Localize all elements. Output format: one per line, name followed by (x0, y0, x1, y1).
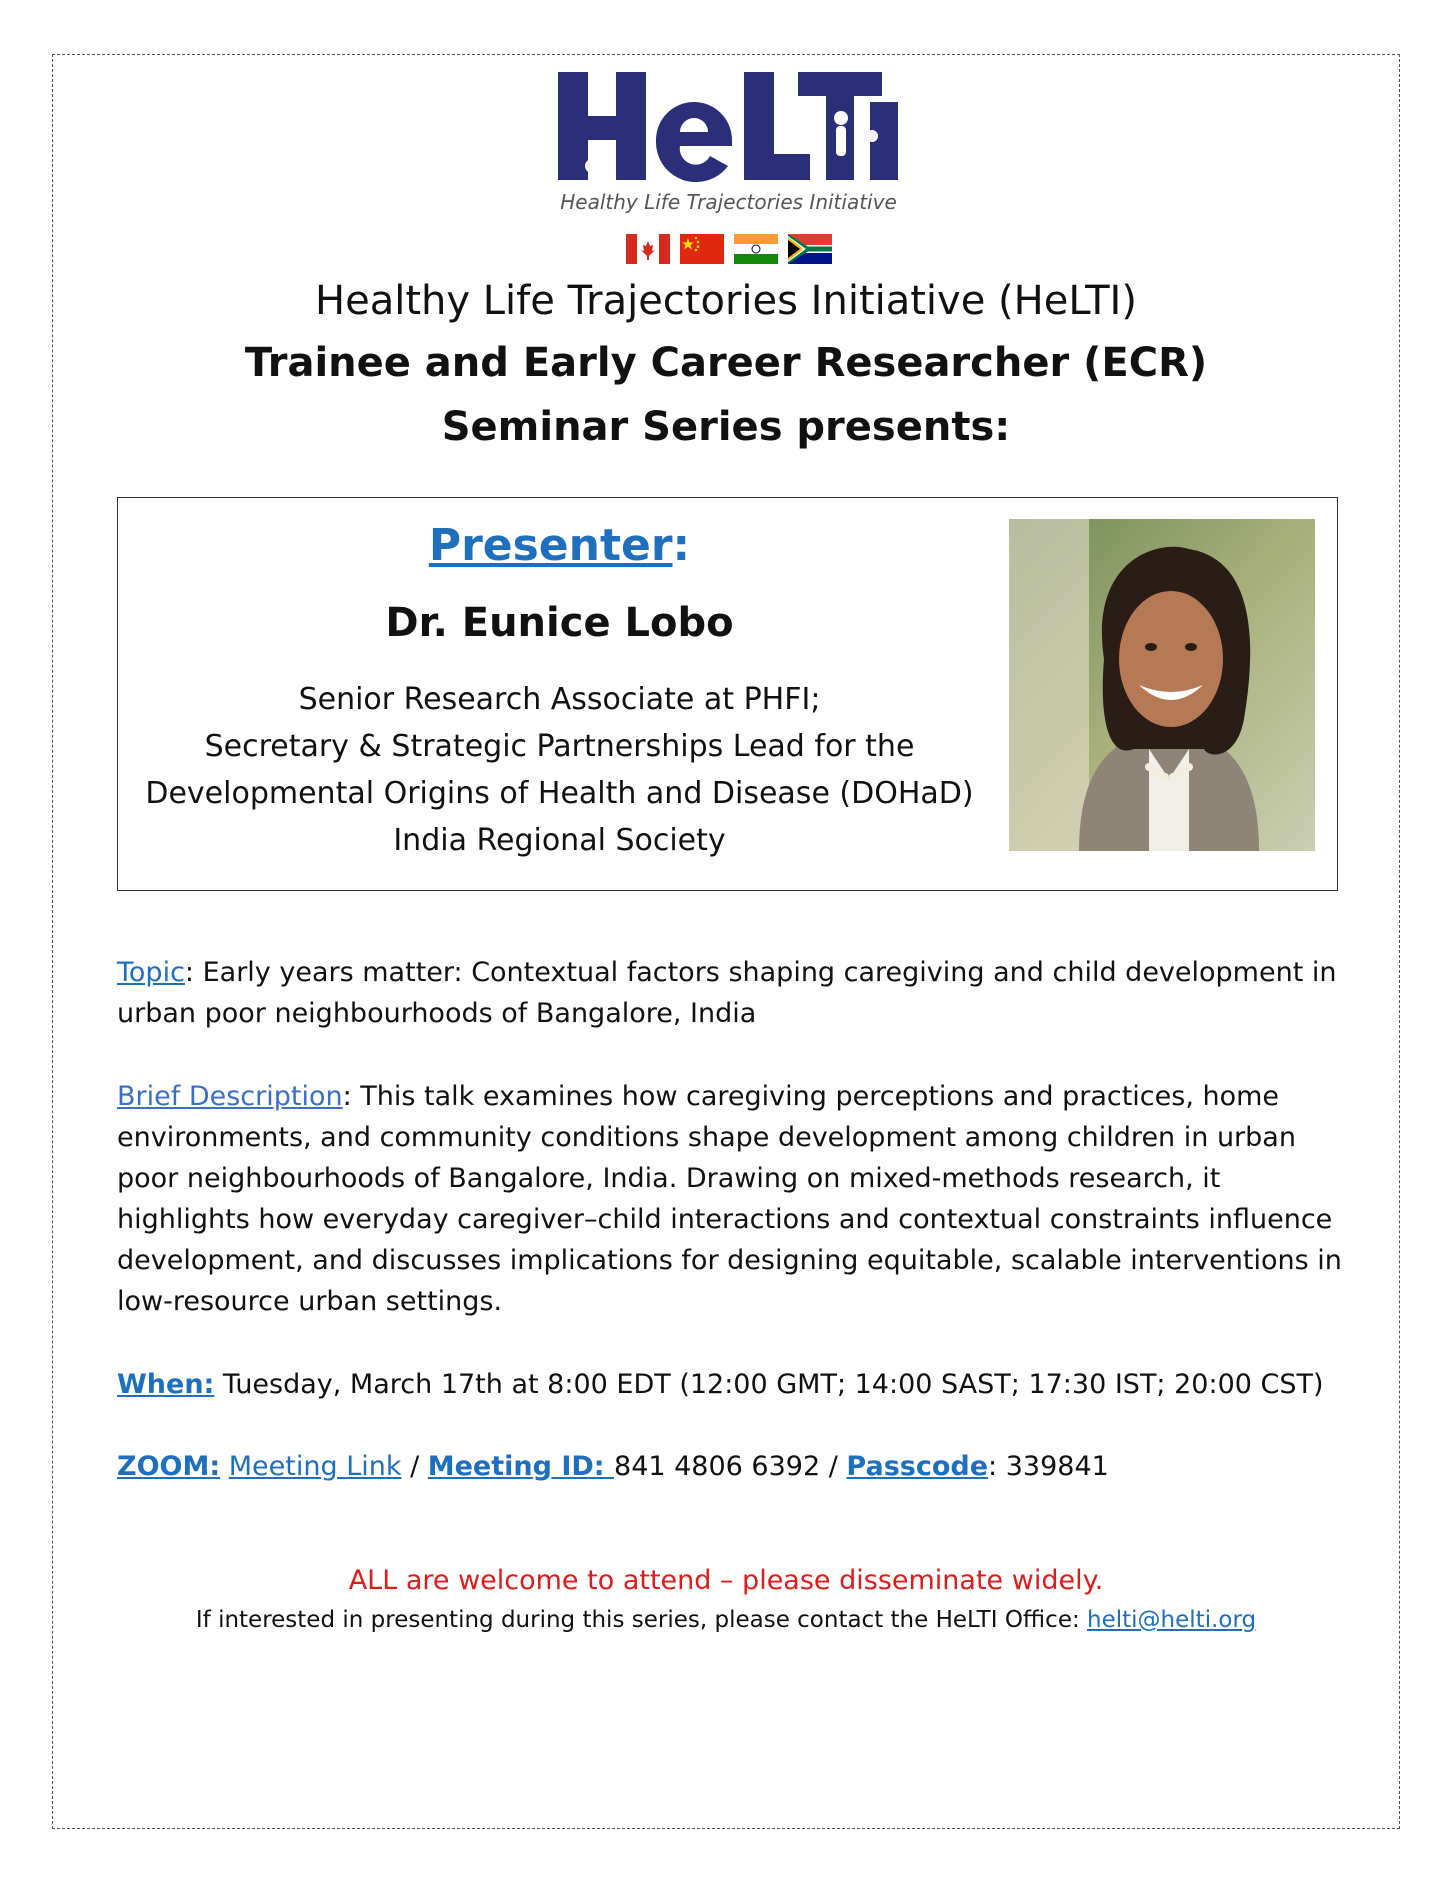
description-paragraph (117, 1076, 1347, 1322)
when-paragraph (117, 1364, 1347, 1405)
topic-label: Topic (117, 957, 185, 988)
presenter-box (117, 497, 1338, 891)
logo-tagline: Healthy Life Trajectories Initiative (560, 190, 897, 214)
zoom-separator: / (820, 1451, 847, 1482)
presenter-photo (1009, 519, 1315, 851)
country-flags (626, 234, 836, 266)
series-presents: Seminar Series presents: (441, 404, 1011, 450)
description-text: : This talk examines how caregiving perceptions and practices, home environments, and community conditions shape development among children in urban poor neighbourhoods of Bangalore, India. Drawing on mixed-methods research, it highlights how everyday caregiver–child interactions and contextual constraints influence development, and discusses implications for designing equitable, scalable interventions in low-resource urban settings. (117, 1081, 1342, 1317)
zoom-separator: / (401, 1451, 428, 1482)
helti-wordmark (556, 66, 901, 186)
contact-line (52, 1607, 1400, 1633)
description-label: Brief Description (117, 1081, 343, 1112)
role-line: Senior Research Associate at PHFI; (298, 682, 821, 717)
helti-logo (556, 66, 901, 271)
passcode-label: Passcode (846, 1451, 989, 1482)
china-flag-icon (680, 234, 724, 264)
presenter-colon: : (672, 520, 691, 571)
passcode-value: : 339841 (988, 1451, 1109, 1482)
presenter-name: Dr. Eunice Lobo (385, 600, 734, 646)
contact-text: If interested in presenting during this series, please contact the HeLTI Office: (195, 1607, 1088, 1633)
when-label: When: (117, 1369, 215, 1400)
topic-text: : Early years matter: Contextual factors shaping caregiving and child development in urban poor neighbourhoods of Bangalore, India (117, 957, 1337, 1029)
meeting-link[interactable]: Meeting Link (228, 1451, 402, 1482)
topic-paragraph (117, 952, 1347, 1034)
meeting-id-label: Meeting ID: (427, 1451, 615, 1482)
south-africa-flag-icon (788, 234, 832, 264)
india-flag-icon (734, 234, 778, 264)
presenter-role (118, 676, 1001, 864)
role-line: Developmental Origins of Health and Disease (DOHaD) (145, 776, 974, 811)
series-title: Healthy Life Trajectories Initiative (HeLTI) (315, 278, 1137, 324)
presenter-label: Presenter (428, 520, 673, 571)
role-line: Secretary & Strategic Partnerships Lead for the (204, 729, 915, 764)
canada-flag-icon (626, 234, 670, 264)
zoom-paragraph (117, 1446, 1347, 1487)
zoom-label: ZOOM: (117, 1451, 221, 1482)
role-line: India Regional Society (393, 823, 726, 858)
presenter-heading (118, 520, 1001, 571)
welcome-message: ALL are welcome to attend – please disseminate widely. (348, 1565, 1104, 1596)
contact-email-link[interactable]: helti@helti.org (1087, 1607, 1257, 1633)
meeting-id-value: 841 4806 6392 (614, 1451, 821, 1482)
when-text: Tuesday, March 17th at 8:00 EDT (12:00 GMT; 14:00 SAST; 17:30 IST; 20:00 CST) (214, 1369, 1324, 1400)
series-subtitle: Trainee and Early Career Researcher (ECR) (244, 340, 1208, 386)
